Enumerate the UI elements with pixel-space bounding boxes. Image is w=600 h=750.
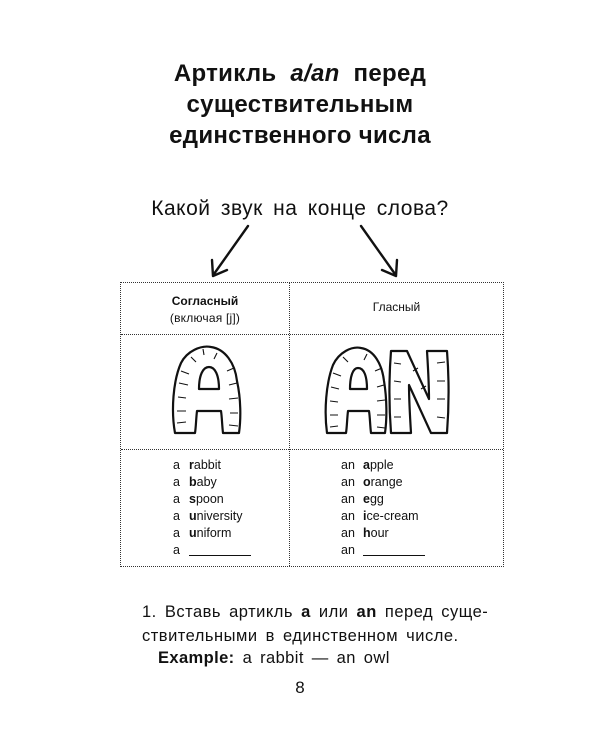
word-rest: niform — [196, 526, 232, 540]
word-first-letter: e — [363, 492, 370, 506]
word-rest: our — [370, 526, 389, 540]
title-article-a-an: a/an — [290, 60, 340, 87]
exercise-instruction-line-2: ствительными в единственном числе. — [142, 627, 459, 645]
word-first-letter: s — [189, 492, 196, 506]
word-article: a — [173, 475, 180, 489]
word-article: an — [341, 475, 355, 489]
word-first-letter: u — [189, 509, 197, 523]
title-line-2: существительным — [186, 91, 414, 118]
word-article: an — [341, 543, 355, 557]
word-rest: range — [370, 475, 403, 489]
arrow-down-right-icon — [347, 222, 417, 282]
exercise-article-a: a — [301, 603, 311, 621]
exercise-number: 1. — [142, 603, 157, 621]
title-line-1 — [0, 58, 600, 89]
exercise-text-after: перед суще- — [384, 603, 489, 621]
word-article: a — [173, 526, 180, 540]
vowel-header: Гласный — [372, 300, 421, 314]
word-first-letter: h — [363, 526, 371, 540]
exercise-instruction — [142, 600, 512, 624]
title-word-before: перед — [353, 60, 427, 87]
example-label: Example: — [158, 649, 235, 667]
word-list-item — [341, 474, 425, 491]
title-word-article: Артикль — [173, 60, 277, 87]
word-rest: gg — [369, 492, 384, 506]
article-table — [120, 282, 504, 567]
word-list-item — [341, 525, 425, 542]
word-article: an — [341, 458, 355, 472]
page-title — [0, 58, 600, 151]
word-first-letter: a — [363, 458, 370, 472]
word-article: a — [173, 492, 180, 506]
word-first-letter: b — [189, 475, 197, 489]
example-line — [158, 649, 390, 668]
letters-an-illustration — [323, 341, 453, 441]
word-article: an — [341, 492, 355, 506]
exercise-text-before: Вставь артикль — [164, 603, 294, 621]
word-article: a — [173, 509, 180, 523]
word-rest: poon — [195, 492, 224, 506]
word-list-item — [341, 491, 425, 508]
word-list-blank-item — [341, 542, 425, 559]
word-first-letter: u — [189, 526, 197, 540]
word-rest: pple — [369, 458, 394, 472]
big-letters-an-text: AN — [387, 399, 389, 400]
letter-a-illustration — [167, 341, 247, 441]
word-rest: aby — [196, 475, 217, 489]
consonant-subheader: (включая [j]) — [169, 311, 241, 325]
word-list-item — [173, 491, 251, 508]
word-article: an — [341, 526, 355, 540]
title-line-3: единственного числа — [169, 122, 431, 149]
table-divider-top — [121, 334, 503, 335]
word-first-letter: r — [189, 458, 194, 472]
word-list-item — [173, 525, 251, 542]
consonant-header: Согласный — [171, 294, 239, 308]
page-number: 8 — [295, 678, 305, 697]
word-article: a — [173, 458, 180, 472]
word-list-item — [173, 508, 251, 525]
word-list-item — [173, 457, 251, 474]
fill-in-blank[interactable] — [363, 543, 425, 556]
consonant-header-cell — [121, 283, 289, 334]
word-rest: ce-cream — [366, 509, 419, 523]
word-list-item — [173, 474, 251, 491]
word-article: a — [173, 543, 180, 557]
word-first-letter: i — [363, 509, 367, 523]
vowel-header-cell — [290, 283, 503, 334]
example-text: a rabbit — an owl — [242, 649, 390, 667]
word-rest: niversity — [196, 509, 243, 523]
big-letters-an — [323, 341, 453, 441]
word-list-item — [341, 457, 425, 474]
exercise-article-an: an — [356, 603, 377, 621]
word-list-blank-item — [173, 542, 251, 559]
word-article: an — [341, 509, 355, 523]
consonant-word-list — [173, 457, 251, 559]
fill-in-blank[interactable] — [189, 543, 251, 556]
table-divider-middle — [121, 449, 503, 450]
word-list-item — [341, 508, 425, 525]
vowel-word-list — [341, 457, 425, 559]
question-text: Какой звук на конце слова? — [151, 197, 449, 220]
arrow-down-left-icon — [196, 222, 266, 282]
big-letter-a — [167, 341, 247, 441]
exercise-text-mid: или — [318, 603, 349, 621]
word-rest: abbit — [193, 458, 221, 472]
word-first-letter: o — [363, 475, 371, 489]
